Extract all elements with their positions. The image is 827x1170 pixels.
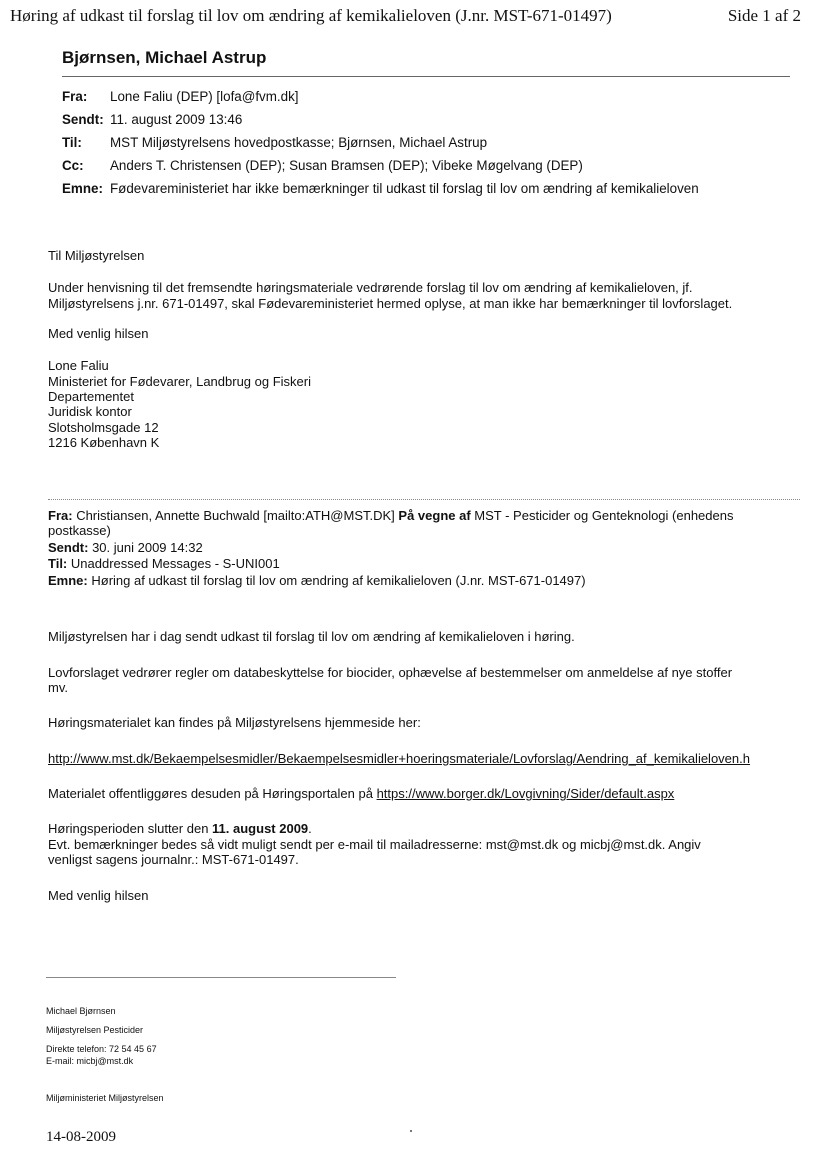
field-value: Anders T. Christensen (DEP); Susan Bramsen (DEP); Vibeke Møgelvang (DEP) [110, 158, 583, 173]
page-number: Side 1 af 2 [727, 6, 801, 25]
signature-line: Juridisk kontor [48, 404, 132, 419]
email2-paragraph [48, 786, 674, 801]
field-value: Christiansen, Annette Buchwald [mailto:ATH@MST.DK] [76, 508, 395, 523]
signature-line: Slotsholmsgade 12 [48, 420, 159, 435]
field-label: Sendt: [62, 112, 104, 127]
email1-field-sendt [62, 112, 242, 127]
field-label: Fra: [48, 508, 73, 523]
field-label: Til: [62, 135, 82, 150]
email2-paragraph-line: mv. [48, 680, 68, 695]
deadline-date: 11. august 2009 [212, 821, 309, 836]
signature-line: Direkte telefon: 72 54 45 67 [46, 1044, 157, 1054]
field-label: Emne: [62, 181, 103, 196]
email1-closing: Med venlig hilsen [48, 326, 149, 341]
scan-speck [410, 1130, 412, 1132]
signature-line: 1216 København K [48, 435, 160, 450]
email1-salutation: Til Miljøstyrelsen [48, 248, 145, 263]
signature-line: Departementet [48, 389, 134, 404]
field-label: Til: [48, 556, 68, 571]
email2-field-til [48, 556, 280, 571]
signature-line: Ministeriet for Fødevarer, Landbrug og Fiskeri [48, 374, 311, 389]
field-label: Sendt: [48, 540, 89, 555]
signature-divider [46, 977, 396, 978]
email1-field-emne [62, 181, 699, 196]
email1-field-fra [62, 89, 298, 104]
signature-line: Miljøministeriet Miljøstyrelsen [46, 1093, 164, 1103]
field-value: 30. juni 2009 14:32 [92, 540, 203, 555]
email2-paragraph-line: Høringsperioden slutter den 11. august 2009. [48, 821, 312, 836]
field-value: Lone Faliu (DEP) [lofa@fvm.dk] [110, 89, 299, 104]
email2-field-fra [48, 508, 733, 523]
field-value: MST - Pesticider og Genteknologi (enhedens [474, 508, 734, 523]
sender-name: Bjørnsen, Michael Astrup [62, 48, 267, 67]
email2-field-emne [48, 573, 586, 588]
portal-link[interactable]: https://www.borger.dk/Lovgivning/Sider/default.aspx [376, 786, 675, 801]
field-label: På vegne af [398, 508, 471, 523]
ministry-link[interactable] [48, 751, 750, 766]
email2-paragraph-line: Evt. bemærkninger bedes så vidt muligt sendt per e-mail til mailadresserne: mst@mst.dk og micbj@mst.dk. Angiv [48, 837, 701, 852]
email1-field-til [62, 135, 487, 150]
field-value: Høring af udkast til forslag til lov om ændring af kemikalieloven (J.nr. MST-671-01497) [91, 573, 586, 588]
email2-paragraph: Miljøstyrelsen har i dag sendt udkast til forslag til lov om ændring af kemikalieloven i høring. [48, 629, 575, 644]
field-label: Fra: [62, 89, 88, 104]
field-value: Unaddressed Messages - S-UNI001 [70, 556, 280, 571]
print-date: 14-08-2009 [46, 1129, 116, 1145]
email2-closing: Med venlig hilsen [48, 888, 149, 903]
page-title: Høring af udkast til forslag til lov om ændring af kemikalieloven (J.nr. MST-671-01497) [10, 6, 612, 25]
email2-paragraph: Høringsmaterialet kan findes på Miljøstyrelsens hjemmeside her: [48, 715, 421, 730]
email2-paragraph-line: venligst sagens journalnr.: MST-671-01497. [48, 852, 299, 867]
forward-divider [48, 499, 800, 500]
field-value: Fødevareministeriet har ikke bemærkninger til udkast til forslag til lov om ændring af kemikalieloven [110, 181, 699, 196]
email2-field-fra-cont: postkasse) [48, 523, 111, 538]
email2-field-sendt [48, 540, 203, 555]
header-divider [62, 76, 790, 77]
paragraph-text: Materialet offentliggøres desuden på Høringsportalen på [48, 786, 373, 801]
email1-paragraph-line: Under henvisning til det fremsendte høringsmateriale vedrørende forslag til lov om ændring af kemikalieloven, jf. [48, 280, 693, 295]
signature-line: Lone Faliu [48, 358, 109, 373]
paragraph-text: Høringsperioden slutter den [48, 821, 209, 836]
signature-line: Miljøstyrelsen Pesticider [46, 1025, 144, 1035]
field-value: MST Miljøstyrelsens hovedpostkasse; Bjørnsen, Michael Astrup [110, 135, 488, 150]
signature-line: Michael Bjørnsen [46, 1006, 116, 1016]
signature-line: E-mail: micbj@mst.dk [46, 1056, 134, 1066]
field-label: Cc: [62, 158, 84, 173]
field-value: 11. august 2009 13:46 [110, 112, 243, 127]
email2-paragraph-line: Lovforslaget vedrører regler om databeskyttelse for biocider, ophævelse af bestemmelser om anmeldelse af nye stoffer [48, 665, 733, 680]
email1-field-cc [62, 158, 583, 173]
ministry-link-text[interactable]: http://www.mst.dk/Bekaempelsesmidler/Bekaempelsesmidler+hoeringsmateriale/Lovforslag/Aendring_af_kemikalieloven.h [48, 751, 750, 766]
field-label: Emne: [48, 573, 88, 588]
email1-paragraph-line: Miljøstyrelsens j.nr. 671-01497, skal Fødevareministeriet hermed oplyse, at man ikke har bemærkninger til lovforslaget. [48, 296, 733, 311]
